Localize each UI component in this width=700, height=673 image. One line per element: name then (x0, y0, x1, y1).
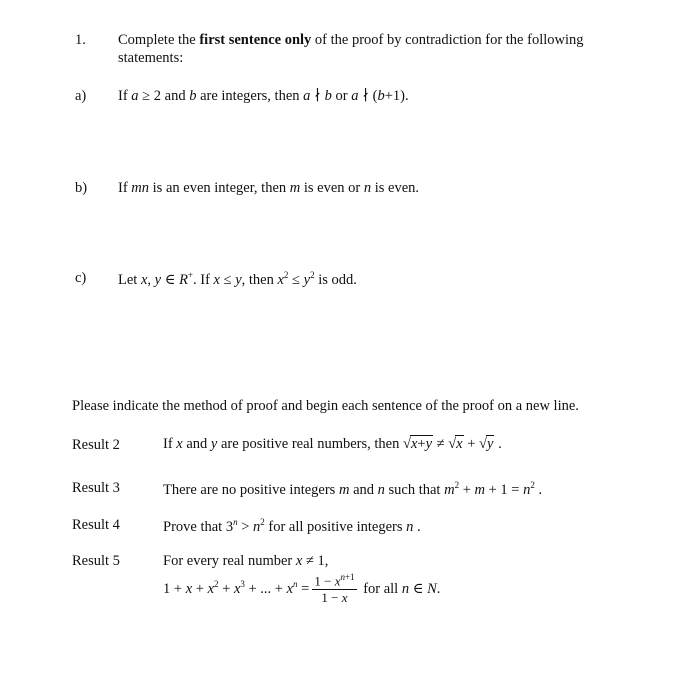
question-number: 1. (75, 32, 86, 48)
result-4-label: Result 4 (72, 517, 120, 533)
sr-text (163, 572, 497, 589)
sr-text (163, 517, 421, 534)
result-5-statement: For every real number x ≠ 1, (163, 553, 329, 569)
item-b-statement: If mn is an even integer, then m is even or n is even. (118, 180, 420, 196)
item-c-statement: Let x, y ∈ R+. If x ≤ y, then $x^2 \le y^2$ is odd. (118, 270, 357, 289)
instruction-text: Please indicate the method of proof and begin each sentence of the proof on a new line. (72, 398, 579, 414)
sr-text (118, 180, 421, 197)
item-a-label: a) (75, 88, 87, 104)
result-5-label: Result 5 (72, 553, 120, 569)
result-4-statement: Prove that $3^n > n^2$ for all positive integers n . (163, 517, 421, 535)
result-3-statement: There are no positive integers m and n such that $m^2 + m + 1 = n^2$ . (163, 480, 542, 499)
question-intro: Complete the first sentence only of the proof by contradiction for the following (118, 32, 584, 48)
item-a-statement: If a ≥ 2 and b are integers, then a ∤ b or a ∤ (b+1). (118, 88, 409, 104)
sr-text (163, 435, 513, 452)
result-5-formula: $1 + x + x^2 + x^3$ + ... + $x^n$ = $\frac{1 - x^{n+1}}{1 - x}$ for all n ∈ N. (163, 572, 440, 606)
question-intro-line2: statements: (118, 50, 184, 66)
item-b-label: b) (75, 180, 88, 196)
result-3-label: Result 3 (72, 480, 120, 496)
sr-text (163, 553, 329, 570)
sr-text (118, 88, 406, 105)
sr-text (118, 270, 364, 287)
result-2-statement: If x and y are positive real numbers, then √x+y ≠ √x + √y . (163, 435, 502, 453)
sr-text (163, 480, 544, 497)
result-2-label: Result 2 (72, 437, 120, 453)
item-c-label: c) (75, 270, 87, 286)
